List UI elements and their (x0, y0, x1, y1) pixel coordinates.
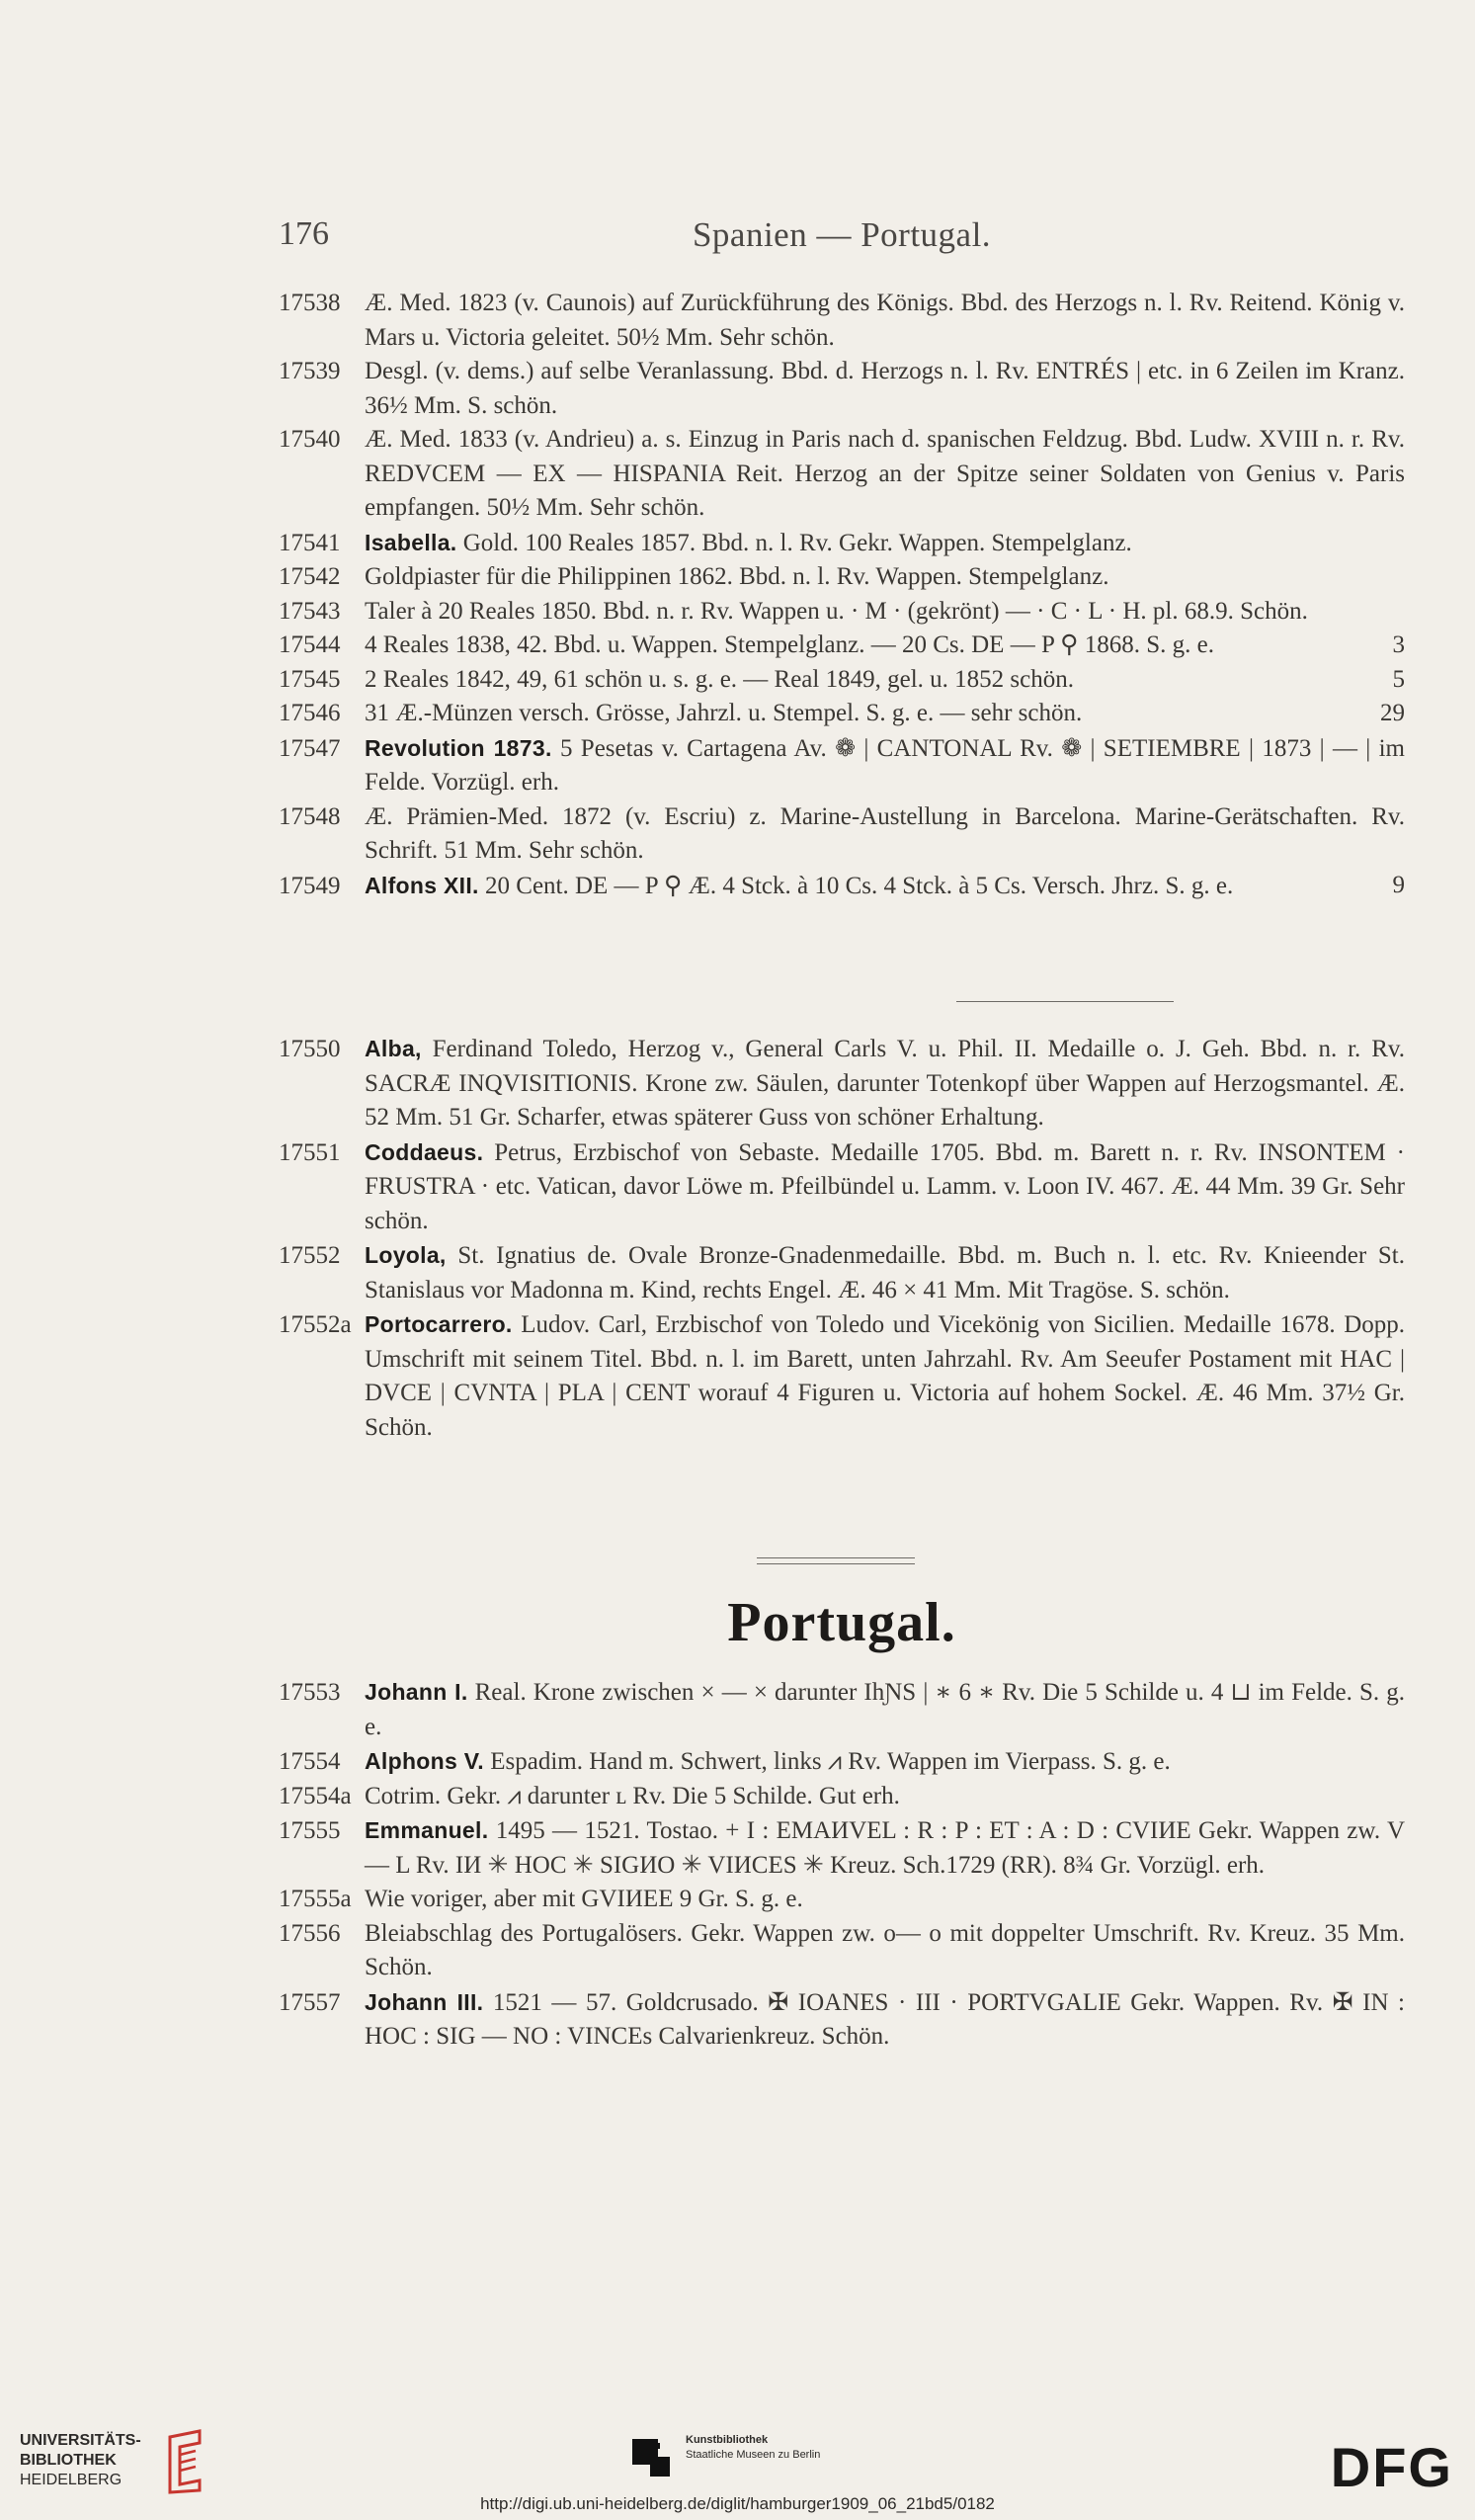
entry-text: 20 Cent. DE — P ⚲ Æ. 4 Stck. à 10 Cs. 4 Stck. à 5 Cs. Versch. Jhrz. S. g. e. (485, 872, 1234, 899)
entry-number: 17548 (279, 802, 341, 830)
entry-text: Bleiabschlag des Portugalösers. Gekr. Wappen zw. o— o mit doppelter Umschrift. Rv. Kreuz. 35 Mm. Schön. (365, 1919, 1405, 1980)
entry-number: 17543 (279, 597, 341, 625)
entry-text: Æ. Med. 1823 (v. Caunois) auf Zurückführung des Königs. Bbd. des Herzogs n. l. Rv. Reitend. König v. Mars u. Victoria geleitet. 50½ Mm. Sehr schön. (365, 290, 1405, 351)
entry-price: 3 (1392, 631, 1405, 658)
catalog-entry (279, 629, 1405, 663)
entry-number: 17538 (279, 290, 341, 316)
kunstbibliothek-text: Kunstbibliothek Staatliche Museen zu Berlin (686, 2434, 821, 2461)
entry-heading: Portocarrero. (365, 1311, 513, 1337)
entry-text: Petrus, Erzbischof von Sebaste. Medaille 1705. Bbd. m. Barett n. r. Rv. INSONTEM · FRUSTRA · etc. Vatican, davor Löwe m. Pfeilbündel u. Lamm. v. Loon IV. 467. Æ. 44 Mm. 39 Gr. Sehr schön. (365, 1138, 1406, 1234)
dfg-logo[interactable]: DFG (1330, 2436, 1453, 2498)
catalog-entry (279, 1675, 1405, 1744)
entry-text: Espadim. Hand m. Schwert, links ⩘ Rv. Wappen im Vierpass. S. g. e. (490, 1748, 1171, 1775)
entry-text: Real. Krone zwischen × — × darunter IhƝS | ∗ 6 ∗ Rv. Die 5 Schilde u. 4 ⊔ im Felde. S. g. e. (365, 1679, 1405, 1740)
page-number: 176 (279, 215, 329, 252)
entry-heading: Alfons XII. (365, 872, 479, 898)
entry-heading: Emmanuel. (365, 1817, 489, 1843)
catalog-entry (279, 1813, 1405, 1883)
entry-heading: Isabella. (365, 529, 457, 555)
entry-number: 17553 (279, 1679, 341, 1706)
entry-heading: Johann I. (365, 1679, 468, 1705)
entry-number: 17554 (279, 1748, 341, 1775)
entry-heading: Alphons V. (365, 1748, 484, 1774)
entry-number: 17551 (279, 1138, 341, 1166)
entry-heading: Loyola, (365, 1242, 447, 1268)
entry-number: 17557 (279, 1988, 341, 2016)
catalog-entries-persons (279, 1032, 1405, 1445)
entry-text: 1495 — 1521. Tostao. + I : EMAИVEL : R : P : ET : A : D : CVIИE Gekr. Wappen zw. V — L Rv. IИ ✳ HOC ✳ SIGИO ✳ VIИCES ✳ Kreuz. Sch.1729 (RR). 8¾ Gr. Vorzügl. erh. (365, 1817, 1405, 1879)
running-title: Spanien — Portugal. (692, 215, 992, 254)
catalog-entry (279, 1744, 1405, 1780)
entry-text: Cotrim. Gekr. ⩘ darunter ʟ Rv. Die 5 Schilde. Gut erh. (365, 1782, 900, 1809)
entry-text: Desgl. (v. dems.) auf selbe Veranlassung. Bbd. d. Herzogs n. l. Rv. ENTRÉS | etc. in 6 Zeilen im Kranz. 36½ Mm. S. schön. (365, 358, 1405, 419)
catalog-entry (279, 1032, 1405, 1135)
entry-number: 17549 (279, 872, 341, 899)
entry-number: 17550 (279, 1036, 341, 1062)
entry-heading: Coddaeus. (365, 1138, 484, 1165)
catalog-entry (279, 355, 1405, 423)
entry-number: 17552a (279, 1311, 352, 1338)
entry-text: Æ. Med. 1833 (v. Andrieu) a. s. Einzug in Paris nach d. spanischen Feldzug. Bbd. Ludw. XVIII n. r. Rv. REDVCEM — EX — HISPANIA Reit. Herzog an der Spitze seiner Soldaten von Genius v. Paris empfangen. 50½ Mm. Sehr schön. (365, 426, 1405, 521)
catalog-entry (279, 595, 1405, 630)
entry-text: 4 Reales 1838, 42. Bbd. u. Wappen. Stempelglanz. — 20 Cs. DE — P ⚲ 1868. S. g. e. (365, 631, 1214, 658)
catalog-entry (279, 1135, 1405, 1239)
entry-heading: Revolution 1873. (365, 734, 552, 761)
entry-number: 17555 (279, 1817, 341, 1844)
entry-text: Wie voriger, aber mit GVIИEE 9 Gr. S. g. e. (365, 1886, 803, 1912)
entry-text: Æ. Prämien-Med. 1872 (v. Escriu) z. Marine-Austellung in Barcelona. Marine-Gerätschaften. Rv. Schrift. 51 Mm. Sehr schön. (365, 802, 1405, 864)
entry-text: St. Ignatius de. Ovale Bronze-Gnadenmedaille. Bbd. m. Buch n. l. etc. Rv. Knieender St. Stanislaus vor Madonna m. Kind, rechts Engel. Æ. 46 × 41 Mm. Mit Tragöse. S. schön. (365, 1242, 1406, 1303)
entry-number: 17542 (279, 563, 341, 590)
catalog-entry (279, 423, 1405, 526)
catalog-entry (279, 526, 1405, 561)
entry-text: 2 Reales 1842, 49, 61 schön u. s. g. e. — Real 1849, gel. u. 1852 schön. (365, 665, 1074, 693)
university-library-logo[interactable] (20, 2431, 217, 2500)
entry-number: 17544 (279, 631, 341, 658)
catalog-entry (279, 800, 1405, 869)
entry-price: 9 (1392, 871, 1405, 898)
catalog-entry (279, 560, 1405, 595)
footer-bar (0, 2411, 1475, 2520)
section-divider-short (956, 1001, 1174, 1002)
catalog-entries-portugal (279, 1675, 1405, 2055)
kunstbibliothek-logo[interactable] (632, 2431, 889, 2480)
entry-text: 1521 — 57. Goldcrusado. ✠ IOANES · III · PORTVGALIE Gekr. Wappen. Rv. ✠ IN : HOC : SIG — NO : VINCEs Calvarienkreuz. Schön. (365, 1988, 1405, 2050)
entry-number: 17539 (279, 358, 341, 384)
entry-price: 5 (1392, 665, 1405, 693)
entry-heading: Alba, (365, 1036, 422, 1061)
entry-price: 29 (1380, 700, 1405, 726)
university-library-name: UNIVERSITÄTS- BIBLIOTHEK HEIDELBERG (20, 2432, 141, 2488)
entry-number: 17554a (279, 1782, 352, 1809)
double-rule-top (757, 1557, 915, 1558)
catalog-entry (279, 1780, 1405, 1814)
entry-number: 17552 (279, 1242, 341, 1269)
entry-number: 17540 (279, 426, 341, 453)
entry-text: Ludov. Carl, Erzbischof von Toledo und Vicekönig von Sicilien. Medaille 1678. Dopp. Umschrift mit seinem Titel. Bbd. n. l. im Barett, unten Jahrzahl. Rv. Am Seeufer Postament mit HAC | DVCE | CVNTA | PLA | CENT worauf 4 Figuren u. Victoria auf hohem Sockel. Æ. 46 Mm. 37½ Gr. Schön. (365, 1311, 1405, 1441)
entry-heading: Johann III. (365, 1988, 484, 2015)
permalink-url[interactable]: http://digi.ub.uni-heidelberg.de/diglit/hamburger1909_06_21bd5/0182 (480, 2494, 995, 2513)
entry-number: 17555a (279, 1886, 352, 1912)
entry-number: 17547 (279, 734, 341, 762)
section-title-portugal: Portugal. (727, 1592, 956, 1653)
entry-text: 5 Pesetas v. Cartagena Av. ❁ | CANTONAL Rv. ❁ | SETIEMBRE | 1873 | — | im Felde. Vorzügl. erh. (365, 734, 1406, 796)
entry-text: Goldpiaster für die Philippinen 1862. Bbd. n. l. Rv. Wappen. Stempelglanz. (365, 563, 1109, 590)
catalog-entry (279, 1917, 1405, 1985)
university-emblem-icon (150, 2429, 209, 2494)
entry-number: 17541 (279, 529, 341, 556)
catalog-entry (279, 1883, 1405, 1917)
catalog-entry (279, 287, 1405, 355)
catalog-entries-spain (279, 287, 1405, 903)
page-header (279, 215, 1405, 265)
entry-text: Ferdinand Toledo, Herzog v., General Carls V. u. Phil. II. Medaille o. J. Geh. Bbd. n. r. Rv. SACRÆ INQVISITIONIS. Krone zw. Säulen, darunter Totenkopf über Wappen auf Herzogsmantel. Æ. 52 Mm. 51 Gr. Scharfer, etwas späterer Guss von schöner Erhaltung. (365, 1036, 1405, 1131)
entry-text: Gold. 100 Reales 1857. Bbd. n. l. Rv. Gekr. Wappen. Stempelglanz. (462, 529, 1132, 556)
catalog-entry (279, 1307, 1405, 1445)
entry-number: 17556 (279, 1919, 341, 1947)
entry-text: Taler à 20 Reales 1850. Bbd. n. r. Rv. Wappen u. · M · (gekrönt) — · C · L · H. pl. 68.9. Schön. (365, 597, 1308, 625)
catalog-entry (279, 697, 1405, 731)
catalog-entry (279, 869, 1405, 904)
entry-text: 31 Æ.-Münzen versch. Grösse, Jahrzl. u. Stempel. S. g. e. — sehr schön. (365, 700, 1083, 726)
catalog-entry (279, 1238, 1405, 1307)
catalog-entry (279, 1985, 1405, 2055)
entry-number: 17545 (279, 665, 341, 693)
catalog-entry (279, 731, 1405, 800)
double-rule-bottom (757, 1563, 915, 1564)
entry-number: 17546 (279, 700, 341, 726)
kunstbibliothek-mark-icon (632, 2439, 670, 2477)
catalog-entry (279, 663, 1405, 698)
